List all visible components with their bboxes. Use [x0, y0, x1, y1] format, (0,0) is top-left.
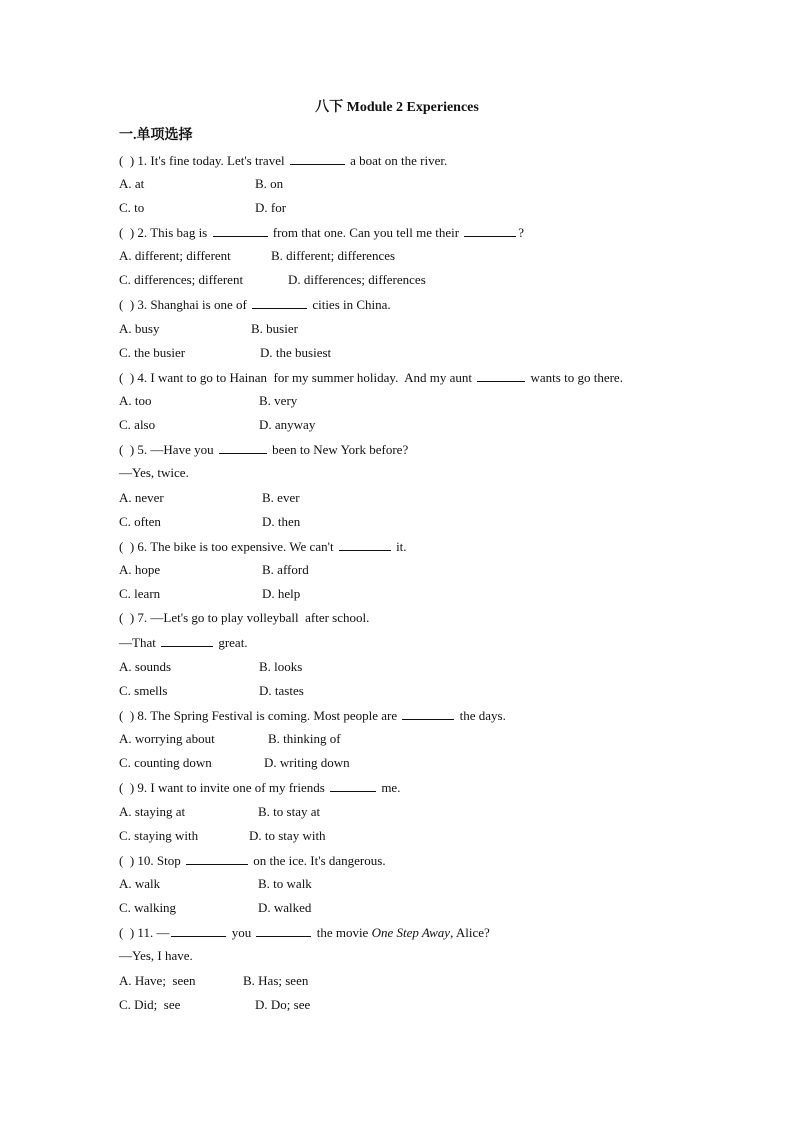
answer-blank: [161, 634, 213, 647]
question-text: a boat on the river.: [350, 153, 448, 168]
question-text: I want to go to Hainan for my summer holiday. And my aunt: [150, 370, 473, 385]
option-a: A. walk: [119, 876, 161, 891]
option-c: C. learn: [119, 586, 161, 601]
question-7: ( ) 7. —Let's go to play volleyball after school.: [119, 610, 370, 625]
question-text: Shanghai is one of: [150, 297, 247, 312]
answer-blank: [186, 852, 248, 865]
option-c: C. differences; different: [119, 272, 244, 287]
option-a: A. too: [119, 393, 152, 408]
option-d: D. anyway: [259, 417, 316, 432]
answer-blank: [290, 152, 345, 165]
question-text: —Have you: [150, 442, 214, 457]
question-11: ( ) 11. — you the movie One Step Away, Alice?: [119, 925, 490, 940]
page-title: 八下 Module 2 Experiences: [315, 100, 479, 115]
question-text: —Let's go to play volleyball after school.: [150, 610, 370, 625]
answer-blank: [256, 924, 311, 937]
option-d: D. then: [262, 514, 301, 529]
reply-text: —That: [119, 635, 156, 650]
answer-blank: [219, 441, 267, 454]
option-b: B. to walk: [258, 876, 312, 891]
dialogue-reply: [119, 634, 248, 651]
question-number: 3.: [137, 297, 148, 312]
option-b: B. on: [255, 176, 284, 191]
question-text: on the ice. It's dangerous.: [253, 853, 386, 868]
dialogue-reply: —Yes, twice.: [119, 465, 189, 480]
option-d: D. tastes: [259, 683, 304, 698]
dialogue-reply: —Yes, I have.: [119, 948, 193, 963]
option-d: D. the busiest: [260, 345, 332, 360]
question-text: wants to go there.: [530, 370, 623, 385]
answer-blank: [171, 924, 226, 937]
question-text: ?: [518, 225, 525, 240]
question-4: ( ) 4. I want to go to Hainan for my summer holiday. And my aunt wants to go there.: [119, 370, 623, 385]
question-text: —: [156, 925, 170, 940]
question-text: Stop: [156, 853, 181, 868]
answer-blank: [330, 779, 376, 792]
option-c: C. smells: [119, 683, 168, 698]
option-c: C. counting down: [119, 755, 212, 770]
option-b: B. different; differences: [271, 248, 396, 263]
question-text: It's fine today. Let's travel: [150, 153, 285, 168]
question-text: from that one. Can you tell me their: [272, 225, 460, 240]
option-c: C. often: [119, 514, 161, 529]
movie-title: One Step Away: [371, 925, 451, 940]
question-text: , Alice?: [450, 925, 490, 940]
question-text: I want to invite one of my friends: [150, 780, 325, 795]
section-heading: 一.单项选择: [119, 128, 193, 143]
option-d: D. walked: [258, 900, 312, 915]
question-text: it.: [396, 539, 407, 554]
question-text: cities in China.: [312, 297, 391, 312]
answer-blank: [464, 224, 516, 237]
question-9: ( ) 9. I want to invite one of my friends me.: [119, 780, 401, 795]
question-text: This bag is: [150, 225, 208, 240]
option-a: A. never: [119, 490, 164, 505]
option-a: A. different; different: [119, 248, 231, 263]
question-5: ( ) 5. —Have you been to New York before?: [119, 442, 409, 457]
option-d: D. writing down: [264, 755, 350, 770]
answer-blank: [252, 296, 307, 309]
option-c: C. to: [119, 200, 145, 215]
question-number: 5.: [137, 442, 148, 457]
question-number: 4.: [137, 370, 148, 385]
question-text: the days.: [459, 708, 506, 723]
question-number: 8.: [137, 708, 148, 723]
option-b: B. busier: [251, 321, 298, 336]
answer-blank: [402, 707, 454, 720]
question-text: The bike is too expensive. We can't: [150, 539, 334, 554]
question-number: 2.: [137, 225, 148, 240]
option-c: C. walking: [119, 900, 177, 915]
question-6: ( ) 6. The bike is too expensive. We can't it.: [119, 539, 407, 554]
question-10: ( ) 10. Stop on the ice. It's dangerous.: [119, 853, 386, 868]
option-b: B. looks: [259, 659, 303, 674]
question-text: you: [231, 925, 252, 940]
answer-blank: [213, 224, 268, 237]
question-number: 11.: [137, 925, 154, 940]
reply-text: great.: [218, 635, 248, 650]
option-b: B. thinking of: [268, 731, 341, 746]
question-text: the movie: [316, 925, 369, 940]
question-2: ( ) 2. This bag is from that one. Can you tell me their ?: [119, 225, 525, 240]
option-c: C. staying with: [119, 828, 199, 843]
option-a: A. busy: [119, 321, 160, 336]
question-number: 1.: [137, 153, 148, 168]
option-d: D. help: [262, 586, 301, 601]
option-c: C. also: [119, 417, 156, 432]
option-d: D. for: [255, 200, 287, 215]
option-b: B. afford: [262, 562, 309, 577]
option-a: A. at: [119, 176, 145, 191]
question-8: ( ) 8. The Spring Festival is coming. Most people are the days.: [119, 708, 506, 723]
question-text: been to New York before?: [272, 442, 409, 457]
question-1: ( ) 1. It's fine today. Let's travel a boat on the river.: [119, 153, 448, 168]
answer-blank: [339, 538, 391, 551]
option-d: D. Do; see: [255, 997, 311, 1012]
answer-blank: [477, 369, 525, 382]
question-3: ( ) 3. Shanghai is one of cities in China.: [119, 297, 391, 312]
option-a: A. staying at: [119, 804, 186, 819]
option-b: B. ever: [262, 490, 300, 505]
option-b: B. very: [259, 393, 298, 408]
question-text: me.: [381, 780, 401, 795]
option-a: A. worrying about: [119, 731, 215, 746]
question-number: 6.: [137, 539, 148, 554]
question-text: The Spring Festival is coming. Most people are: [150, 708, 398, 723]
option-a: A. sounds: [119, 659, 172, 674]
option-d: D. to stay with: [249, 828, 326, 843]
option-c: C. Did; see: [119, 997, 181, 1012]
question-number: 9.: [137, 780, 148, 795]
question-number: 7.: [137, 610, 148, 625]
option-b: B. to stay at: [258, 804, 321, 819]
option-a: A. hope: [119, 562, 161, 577]
option-c: C. the busier: [119, 345, 186, 360]
question-number: 10.: [137, 853, 154, 868]
option-a: A. Have; seen: [119, 973, 196, 988]
option-b: B. Has; seen: [243, 973, 309, 988]
option-d: D. differences; differences: [288, 272, 426, 287]
